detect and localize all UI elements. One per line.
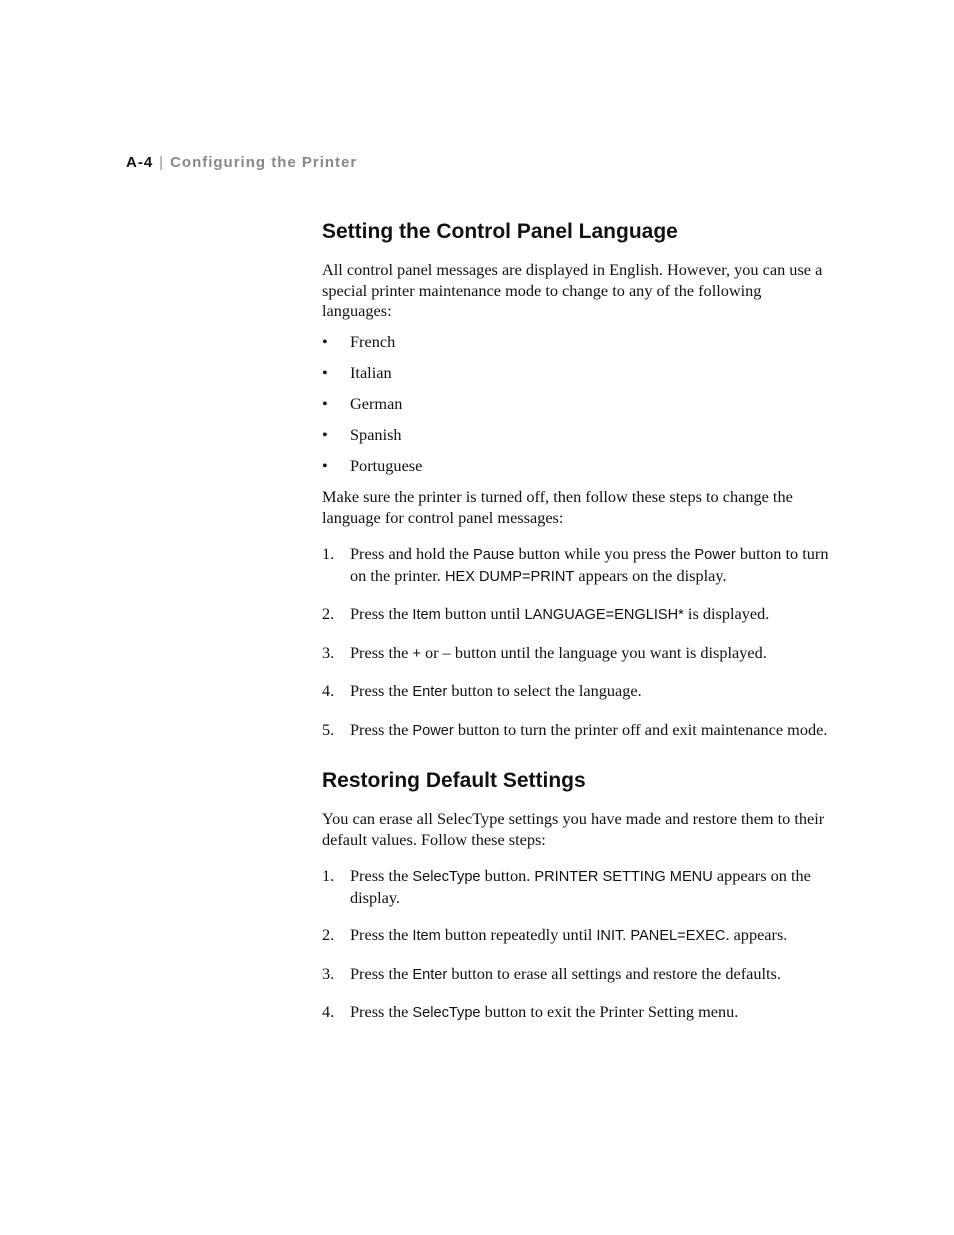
- section2-intro: You can erase all SelecType settings you have made and restore them to their default values. Follow these steps:: [322, 809, 825, 849]
- list-item: • Spanish: [322, 425, 402, 445]
- power-button-label: Power: [412, 722, 454, 739]
- section-title-restore: Restoring Default Settings: [322, 769, 586, 793]
- bullet-icon: •: [322, 331, 328, 351]
- list-item: • German: [322, 393, 403, 413]
- pause-button-label: Pause: [473, 547, 515, 564]
- bullet-icon: •: [322, 393, 328, 413]
- page-number: A-4: [126, 154, 154, 171]
- section1-intro: All control panel messages are displayed in English. However, you can use a special printer maintenance mode to change to any of the following languages:: [322, 260, 823, 320]
- item-button-label: Item: [412, 928, 441, 945]
- step-item: 1. Press the SelecType button. PRINTER SETTING MENU appears on the display.: [322, 866, 811, 907]
- header-separator: |: [159, 154, 165, 171]
- bullet-icon: •: [322, 362, 328, 382]
- step-item: 2. Press the Item button until LANGUAGE=ENGLISH* is displayed.: [322, 604, 770, 624]
- display-message: PRINTER SETTING MENU: [534, 869, 713, 886]
- language-steps: [322, 544, 832, 741]
- step-item: 3. Press the + or – button until the language you want is displayed.: [322, 642, 767, 662]
- page-content: [322, 218, 832, 1024]
- running-header: [126, 154, 357, 171]
- section-title-language: Setting the Control Panel Language: [322, 220, 678, 243]
- list-item: • Italian: [322, 362, 392, 382]
- bullet-icon: •: [322, 425, 328, 445]
- chapter-title: Configuring the Printer: [170, 154, 358, 171]
- step-item: 2. Press the Item button repeatedly until INIT. PANEL=EXEC. appears.: [322, 925, 788, 945]
- item-button-label: Item: [412, 607, 441, 624]
- section1-lead: Make sure the printer is turned off, then follow these steps to change the language for control panel messages:: [322, 487, 793, 527]
- selectype-button-label: SelecType: [412, 869, 481, 886]
- step-item: 4. Press the SelecType button to exit the Printer Setting menu.: [322, 1002, 739, 1022]
- step-item: 3. Press the Enter button to erase all settings and restore the defaults.: [322, 963, 781, 983]
- display-message: HEX DUMP=PRINT: [444, 568, 575, 585]
- display-message: LANGUAGE=ENGLISH*: [524, 607, 684, 624]
- step-item: 4. Press the Enter button to select the language.: [322, 681, 642, 701]
- enter-button-label: Enter: [412, 966, 448, 983]
- step-item: 5. Press the Power button to turn the printer off and exit maintenance mode.: [322, 719, 828, 739]
- power-button-label: Power: [694, 547, 736, 564]
- selectype-button-label: SelecType: [412, 1005, 481, 1022]
- list-item: • Portuguese: [322, 456, 423, 476]
- plus-button-label: +: [412, 645, 421, 662]
- restore-steps: [322, 866, 832, 1024]
- bullet-icon: •: [322, 456, 328, 476]
- display-message: INIT. PANEL=EXEC: [596, 928, 726, 945]
- list-item: • French: [322, 331, 396, 351]
- step-item: 1. Press and hold the Pause button while you press the Power button to turn on the printer. HEX DUMP=PRINT appears on the display.: [322, 544, 829, 585]
- enter-button-label: Enter: [412, 684, 448, 701]
- language-list: [322, 332, 832, 477]
